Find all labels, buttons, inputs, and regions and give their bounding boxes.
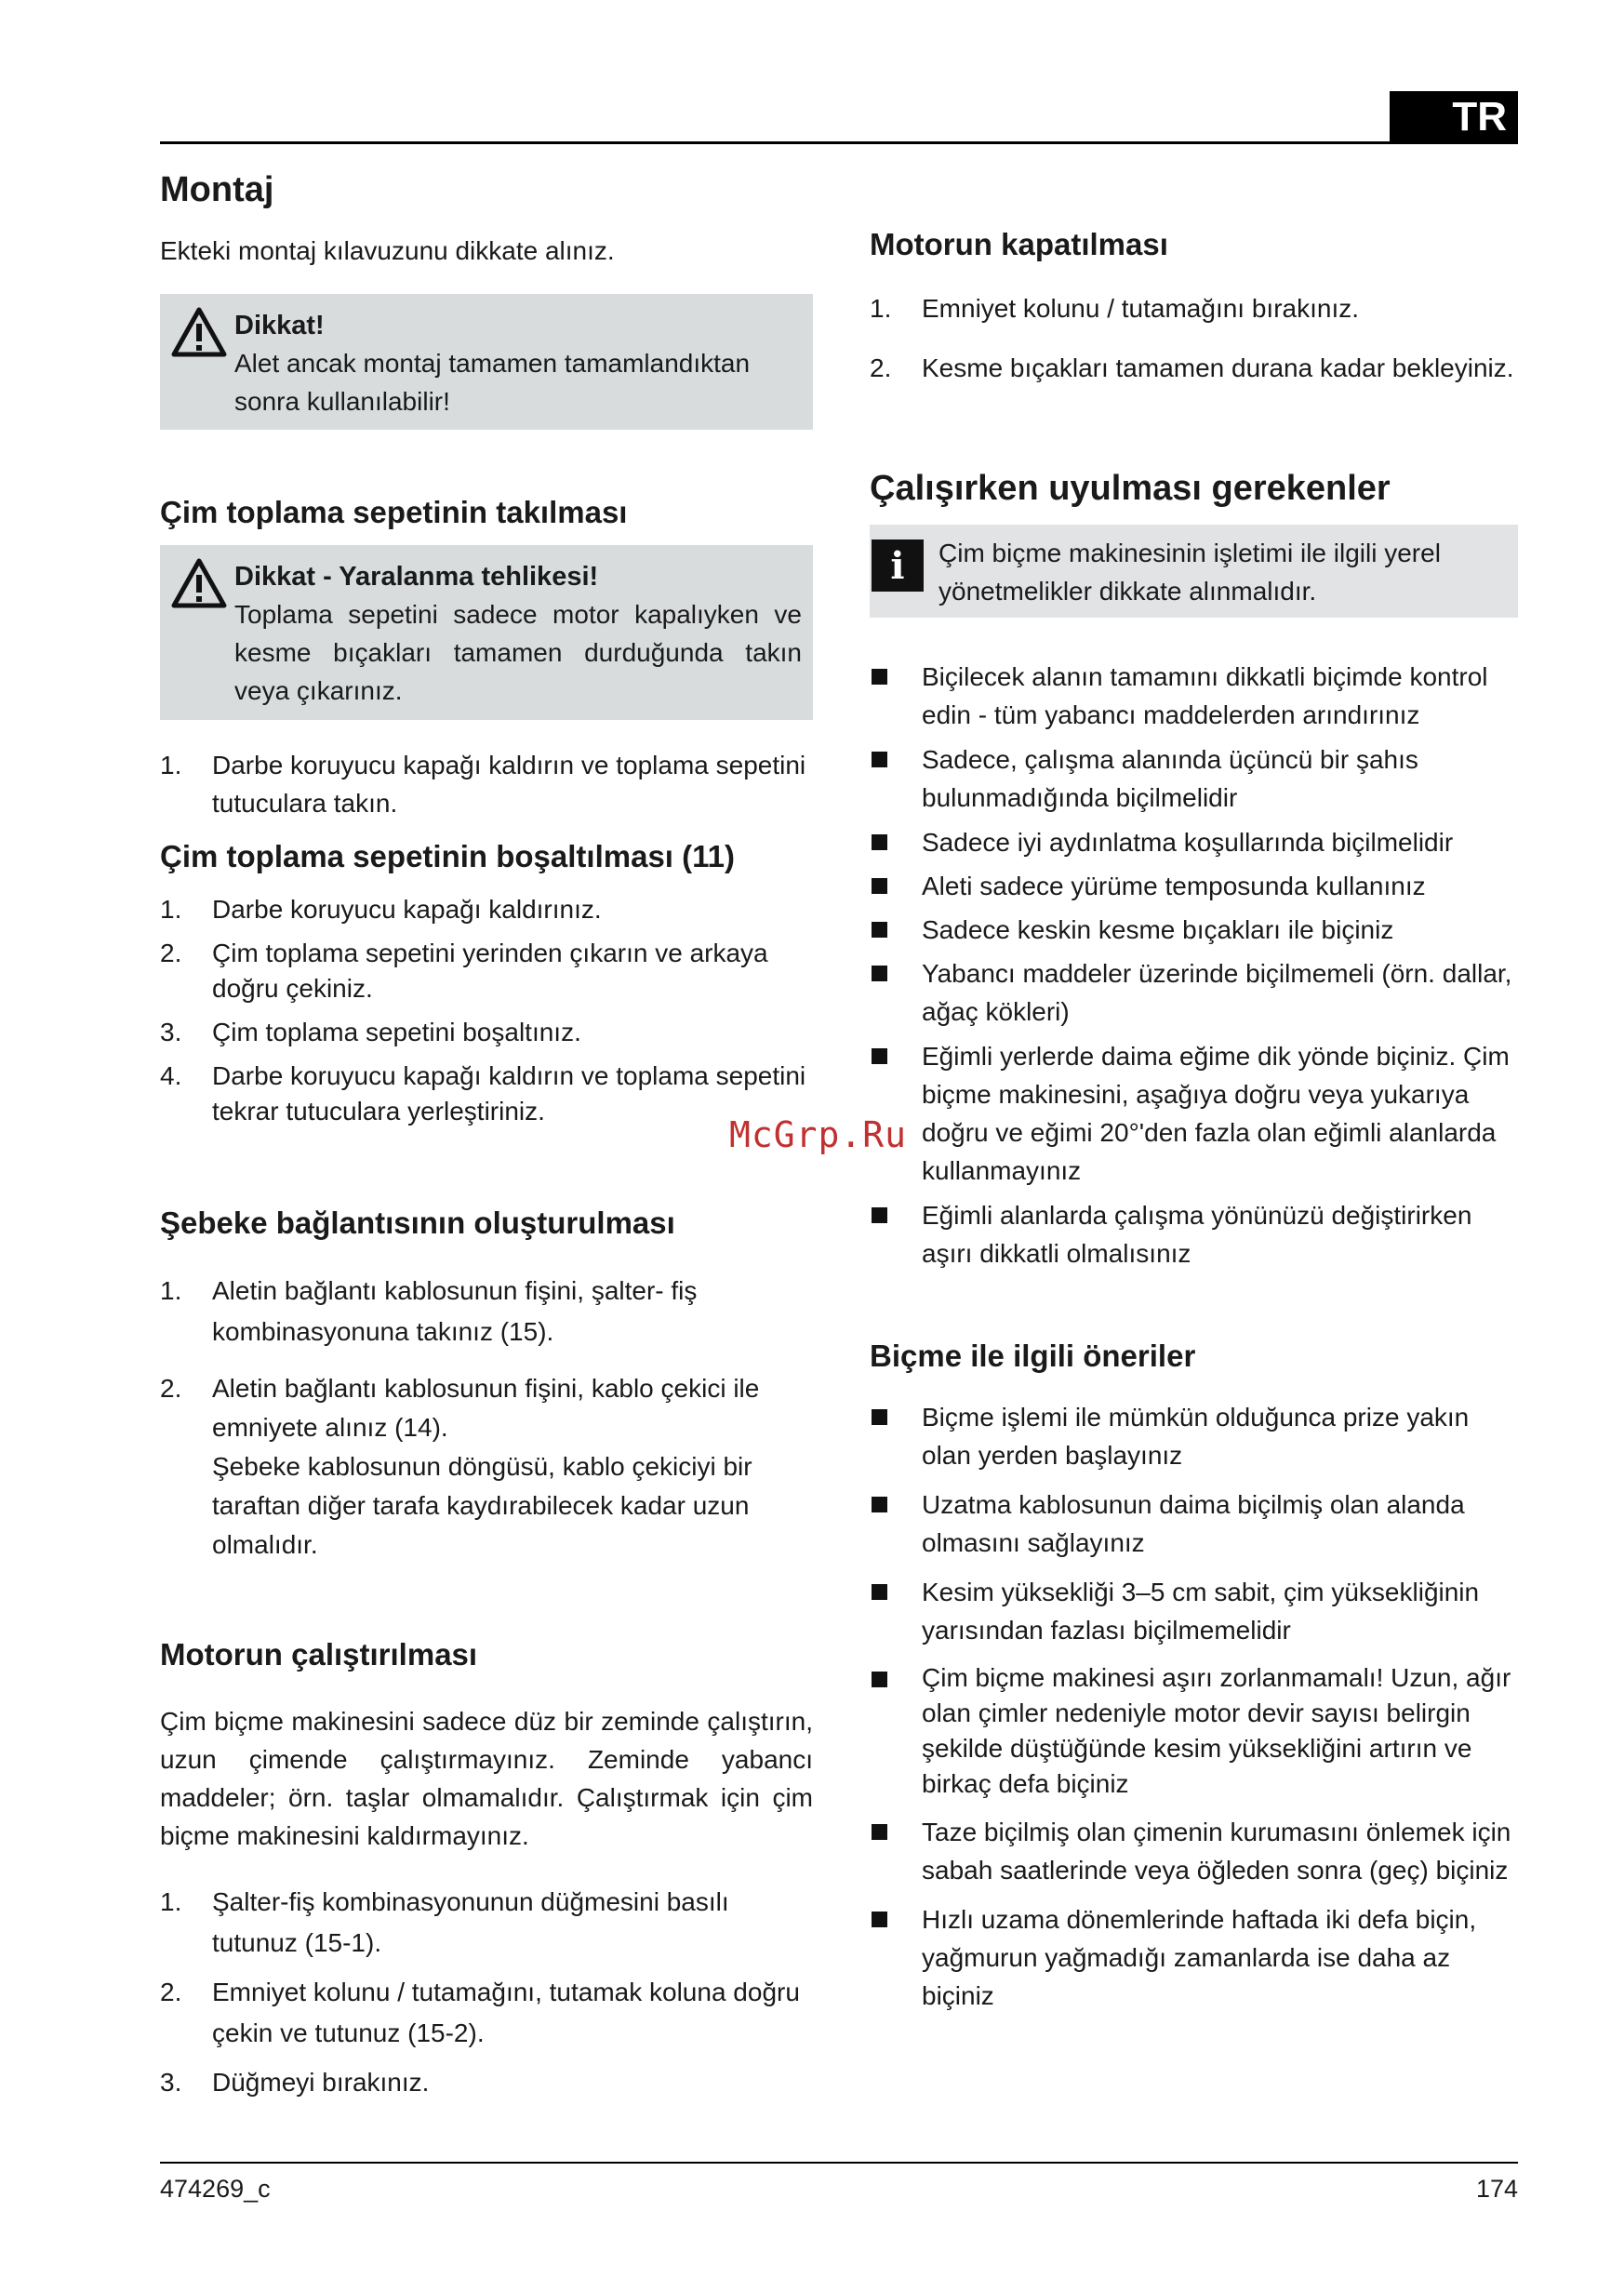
list-item (870, 740, 1518, 817)
list-item (870, 1037, 1518, 1190)
list-item (870, 291, 1518, 326)
warning-title: Dikkat! (234, 311, 325, 340)
list-item (160, 1369, 813, 1565)
step-extra-text: Şebeke kablosunun döngüsü, kablo çekiciyi bir taraftan diğer tarafa kaydırabilecek kadar uzun olmalıdır. (212, 1452, 752, 1559)
warning-triangle-icon (171, 558, 227, 608)
calistirilmasi-steps (160, 1882, 813, 2103)
bullet-square-icon (872, 669, 887, 685)
section-title-cim-bosaltilmasi: Çim toplama sepetinin boşaltılması (11) (160, 839, 735, 873)
list-item (870, 1398, 1518, 1474)
section-title-oneriler: Biçme ile ilgili öneriler (870, 1339, 1196, 1373)
step-number: 2. (160, 939, 182, 967)
step-text: Şalter-fiş kombinasyonunun düğmesini basılı tutunuz (15-1). (212, 1887, 729, 1957)
list-item (870, 1900, 1518, 2015)
bullet-text: Eğimli yerlerde daima eğime dik yönde biçiniz. Çim biçme makinesini, aşağıya doğru veya yukarıya doğru ve eğimi 20°'den fazla olan eğimli alanlarda kullanmayınız (922, 1042, 1510, 1185)
bullet-square-icon (872, 834, 887, 850)
list-item (870, 1660, 1518, 1802)
bullet-text: Yabancı maddeler üzerinde biçilmemeli (örn. dallar, ağaç kökleri) (922, 959, 1512, 1026)
watermark: McGrp.Ru (729, 1114, 908, 1155)
warning-text: Toplama sepetini sadece motor kapalıyken ve kesme bıçakları tamamen durduğunda takın veya çıkarınız. (234, 600, 802, 705)
doc-code: 474269_c (160, 2175, 271, 2203)
step-number: 3. (160, 1018, 182, 1046)
list-item (870, 1813, 1518, 1889)
list-item (870, 823, 1518, 861)
bullet-square-icon (872, 922, 887, 938)
section-title-sebeke: Şebeke bağlantısının oluşturulması (160, 1206, 675, 1240)
bullet-square-icon (872, 1409, 887, 1425)
list-item (870, 867, 1518, 905)
oneriler-bullets (870, 1398, 1518, 2015)
warning-box-cim (160, 545, 813, 720)
bullet-text: Taze biçilmiş olan çimenin kurumasını önlemek için sabah saatlerinde veya öğleden sonra (geç) biçiniz (922, 1818, 1511, 1885)
bullet-square-icon (872, 1824, 887, 1840)
step-number: 4. (160, 1061, 182, 1090)
bullet-text: Aleti sadece yürüme temposunda kullanınız (922, 872, 1426, 900)
bullet-square-icon (872, 1207, 887, 1223)
warning-title: Dikkat - Yaralanma tehlikesi! (234, 562, 599, 592)
list-item (160, 1882, 813, 1964)
warning-text: Alet ancak montaj tamamen tamamlandıktan sonra kullanılabilir! (234, 349, 751, 416)
bullet-square-icon (872, 1912, 887, 1927)
bullet-text: Kesim yüksekliği 3–5 cm sabit, çim yüksekliğinin yarısından fazlası biçilmemelidir (922, 1578, 1480, 1645)
list-item (160, 2062, 813, 2103)
bullet-text: Sadece iyi aydınlatma koşullarında biçilmelidir (922, 828, 1454, 857)
list-item (870, 658, 1518, 734)
step-number: 1. (160, 1887, 182, 1916)
bullet-text: Sadece keskin kesme bıçakları ile biçiniz (922, 915, 1394, 944)
step-text: Emniyet kolunu / tutamağını, tutamak koluna doğru çekin ve tutunuz (15-2). (212, 1978, 800, 2047)
list-item (160, 746, 813, 822)
montaj-text: Ekteki montaj kılavuzunu dikkate alınız. (160, 236, 615, 265)
step-text: Aletin bağlantı kablosunun fişini, kablo çekici ile emniyete alınız (14). (212, 1374, 760, 1442)
list-item (870, 1573, 1518, 1649)
list-item (160, 1271, 813, 1352)
step-number: 3. (160, 2068, 182, 2097)
step-text: Çim toplama sepetini yerinden çıkarın ve arkaya doğru çekiniz. (212, 939, 768, 1003)
cim-bosaltilmasi-steps (160, 892, 813, 1129)
bullet-text: Eğimli alanlarda çalışma yönünüzü değiştirirken aşırı dikkatli olmalısınız (922, 1201, 1472, 1268)
bullet-square-icon (872, 1048, 887, 1064)
language-tab: TR (1390, 91, 1518, 143)
step-text: Kesme bıçakları tamamen durana kadar bekleyiniz. (922, 353, 1514, 382)
step-number: 2. (870, 353, 892, 382)
step-number: 1. (160, 1276, 182, 1305)
list-item (160, 1059, 813, 1129)
cim-takilmasi-steps (160, 746, 813, 822)
step-text: Darbe koruyucu kapağı kaldırın ve toplama sepetini tutuculara takın. (212, 751, 806, 818)
list-item (160, 1972, 813, 2054)
bullet-square-icon (872, 966, 887, 981)
step-number: 1. (160, 895, 182, 924)
bullet-text: Sadece, çalışma alanında üçüncü bir şahıs bulunmadığında biçilmelidir (922, 745, 1418, 812)
section-title-montaj: Montaj (160, 170, 274, 209)
step-text: Emniyet kolunu / tutamağını bırakınız. (922, 294, 1360, 323)
footer-rule (160, 2162, 1518, 2164)
step-number: 1. (160, 751, 182, 779)
section-title-calisirken: Çalışırken uyulması gerekenler (870, 469, 1391, 508)
bullet-square-icon (872, 878, 887, 894)
list-item (870, 954, 1518, 1031)
step-text: Darbe koruyucu kapağı kaldırın ve toplama sepetini tekrar tutuculara yerleştiriniz. (212, 1061, 806, 1126)
bullet-square-icon (872, 1672, 887, 1687)
list-item (870, 911, 1518, 949)
header-rule (160, 141, 1518, 144)
page-number: 174 (1475, 2175, 1518, 2203)
calisirken-bullets (870, 658, 1518, 1272)
list-item (870, 1196, 1518, 1272)
bullet-text: Biçme işlemi ile mümkün olduğunca prize yakın olan yerden başlayınız (922, 1403, 1470, 1470)
section-title-kapatilmasi: Motorun kapatılması (870, 227, 1168, 261)
info-text: Çim biçme makinesinin işletimi ile ilgili yerel yönetmelikler dikkate alınmalıdır. (938, 539, 1441, 606)
bullet-text: Çim biçme makinesi aşırı zorlanmamalı! Uzun, ağır olan çimler nedeniyle motor devir sayısı belirgin şekilde düştüğünde kesim yüksekliğini artırın ve birkaç defa biçiniz (922, 1663, 1511, 1798)
section-title-cim-takilmasi: Çim toplama sepetinin takılması (160, 495, 628, 529)
list-item (160, 1015, 813, 1050)
bullet-text: Biçilecek alanın tamamını dikkatli biçimde kontrol edin - tüm yabancı maddelerden arındırınız (922, 662, 1488, 729)
list-item (870, 351, 1518, 386)
step-text: Çim toplama sepetini boşaltınız. (212, 1018, 581, 1046)
step-number: 2. (160, 1374, 182, 1403)
warning-triangle-icon (171, 307, 227, 357)
warning-box-montaj (160, 294, 813, 430)
bullet-square-icon (872, 1497, 887, 1512)
section-title-calistirilmasi: Motorun çalıştırılması (160, 1637, 478, 1672)
step-text: Darbe koruyucu kapağı kaldırınız. (212, 895, 602, 924)
list-item (160, 892, 813, 927)
bullet-square-icon (872, 1584, 887, 1600)
step-number: 1. (870, 294, 892, 323)
info-icon: i (872, 540, 924, 592)
list-item (160, 936, 813, 1006)
step-text: Düğmeyi bırakınız. (212, 2068, 430, 2097)
info-box (870, 525, 1518, 618)
bullet-text: Uzatma kablosunun daima biçilmiş olan alanda olmasını sağlayınız (922, 1490, 1465, 1557)
bullet-square-icon (872, 752, 887, 767)
bullet-text: Hızlı uzama dönemlerinde haftada iki defa biçin, yağmurun yağmadığı zamanlarda ise daha az biçiniz (922, 1905, 1477, 2010)
step-text: Aletin bağlantı kablosunun fişini, şalter- fiş kombinasyonuna takınız (15). (212, 1276, 698, 1346)
sebeke-steps (160, 1271, 813, 1565)
step-number: 2. (160, 1978, 182, 2006)
calistirilmasi-text: Çim biçme makinesini sadece düz bir zeminde çalıştırın, uzun çimende çalıştırmayınız. Zeminde yabancı maddeler; örn. taşlar olmamalıdır. Çalıştırmak için çim biçme makinesini kaldırmayınız. (160, 1707, 813, 1850)
kapatilmasi-steps (870, 291, 1518, 386)
list-item (870, 1485, 1518, 1562)
